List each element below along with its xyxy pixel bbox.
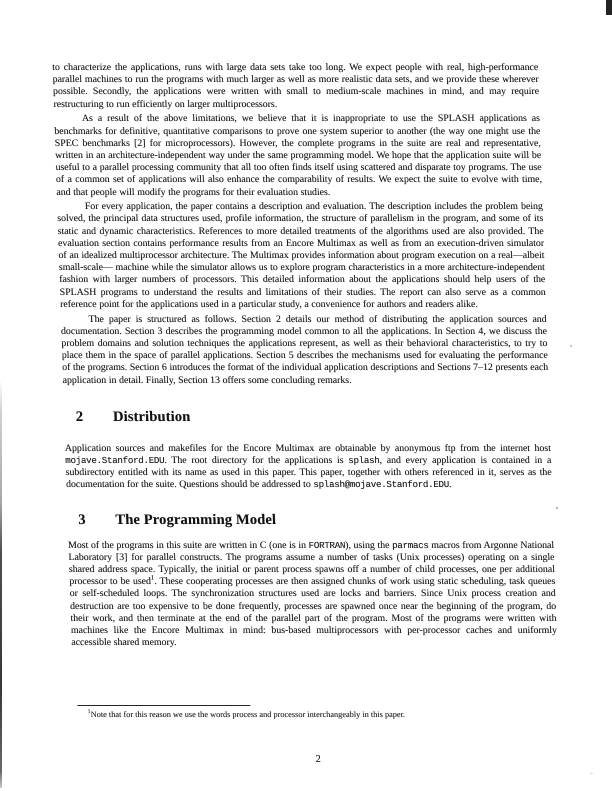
parmacs-keyword: parmacs	[391, 539, 429, 551]
footnote-reference-mark: 1	[150, 574, 155, 582]
fortran-keyword: FORTRAN	[308, 539, 346, 551]
text-segment: . These cooperating processes are then assigned chunks of work using static scheduling, task queues or self-scheduled loops. The synchronization structures used are locks and barriers. Since Unix process creation and destruction are too expensive to be done frequently, processes are spawned once near the beginning of the program, do their work, and then terminate at the end of the parallel part of the program. Most of the programs were written with machines like the Encore Multimax in mind: bus-based multiprocessors with per-processor caches and uniformly accessible shared memory.	[69, 576, 558, 649]
paragraph-description-evaluation: For every application, the paper contains a description and evaluation. The description includes the problem being solved, the principal data structures used, profile information, the structure of parallelism in the program, and some of its static and dynamic characteristics. References to more detailed treatments of the algorithms used are also provided. The evaluation section contains performance results from an Encore Multimax as well as from an execution-driven simulator of an idealized multiprocessor architecture. The Multimax provides information about program execution on a real—albeit small-scale— machine while the simulator allows us to explore program characteristics in a more architecture-independent fashion with larger numbers of processors. This detailed information about the applications should help users of the SPLASH programs to understand the results and limitations of their studies. The report can also serve as a common reference point for the applications used in a particular study, a convenience for authors and readers alike.	[57, 201, 546, 310]
section-2-heading	[64, 409, 551, 426]
footnote-text	[73, 710, 559, 720]
scan-speck	[570, 345, 572, 347]
page-content	[52, 62, 558, 765]
ftp-host-address: mojave.Stanford.EDU	[65, 454, 165, 466]
text-segment: Most of the programs in this suite are written in C (one is in	[67, 539, 309, 551]
contact-email-address: splash@mojave.Stanford.EDU	[313, 479, 450, 491]
paragraph-limitations: As a result of the above limitations, we believe that it is inappropriate to use the SPLASH applications as benchmarks for definitive, quantitative comparisons to prove one system superior to another (the way one might use the SPEC benchmarks [2] for microprocessors). However, the complete programs in the suite are real and representative, written in an architecture-independent way under the same programming model. We hope that the application suite will be useful to a parallel processing community that all too often finds itself using scattered and disparate toy programs. The use of a common set of applications will also enhance the comparability of results. We expect the suite to evolve with time, and that people will modify the programs for their evaluation studies.	[54, 113, 543, 198]
text-segment: macros from Argonne National Laboratory [3] for parallel constructs. The programs assume a number of tasks (Unix processes) operating on a single shared address space. Typically, the initial or parent process spawns off a number of child processes, one per additional processor to be used	[68, 539, 556, 588]
scan-speck	[556, 507, 558, 509]
scan-artifact-left-edge	[0, 380, 2, 788]
text-segment: ), using the	[344, 539, 393, 551]
root-directory-name: splash	[348, 454, 380, 466]
paragraph-structure-overview: The paper is structured as follows. Section 2 details our method of distributing the application sources and documentation. Section 3 describes the programming model common to all the applications. In Section 4, we discuss the problem domains and solution techniques the applications represent, as well as their behavioral characteristics, to try to place them in the space of parallel applications. Section 5 describes the mechanisms used for evaluating the performance of the programs. Section 6 introduces the format of the individual application descriptions and Sections 7–12 presents each application in detail. Finally, Section 13 offers some concluding remarks.	[60, 313, 549, 386]
footnote-marker: 1	[87, 708, 91, 715]
section-2-title: Distribution	[112, 408, 191, 425]
page-number: 2	[315, 754, 321, 765]
footnote-body: Note that for this reason we use the words process and processor interchangeably in this paper.	[90, 709, 406, 719]
text-segment: Application sources and makefiles for the Encore Multimax are obtainable by anonymous ftp from the internet host	[64, 442, 551, 454]
scan-speck	[590, 773, 593, 774]
text-segment: . The root directory for the applications is	[164, 454, 349, 466]
paragraph-continuation: to characterize the applications, runs with large data sets take too long. We expect people with real, high-performance parallel machines to run the programs with much larger as well as more realistic data sets, and we provide these wherever possible. Secondly, the applications were written with small to medium-scale machines in mind, and may require restructuring to run efficiently on larger multiprocessors.	[52, 62, 540, 110]
text-segment: , and every application is contained in a subdirectory entitled with its name as used in this paper. This paper, together with others referenced in it, serves as the documentation for the suite. Questions should be addressed to	[65, 454, 552, 491]
section-3-heading	[67, 512, 554, 529]
text-segment: .	[448, 479, 452, 491]
section-2-paragraph	[65, 443, 553, 492]
footnote	[73, 705, 559, 720]
section-3-number: 3	[77, 511, 86, 528]
section-3-paragraph	[68, 540, 558, 650]
scan-artifact-top-right	[606, 0, 612, 15]
section-2-number: 2	[75, 408, 84, 425]
section-3-title: The Programming Model	[115, 511, 277, 528]
footnote-rule	[77, 705, 250, 706]
